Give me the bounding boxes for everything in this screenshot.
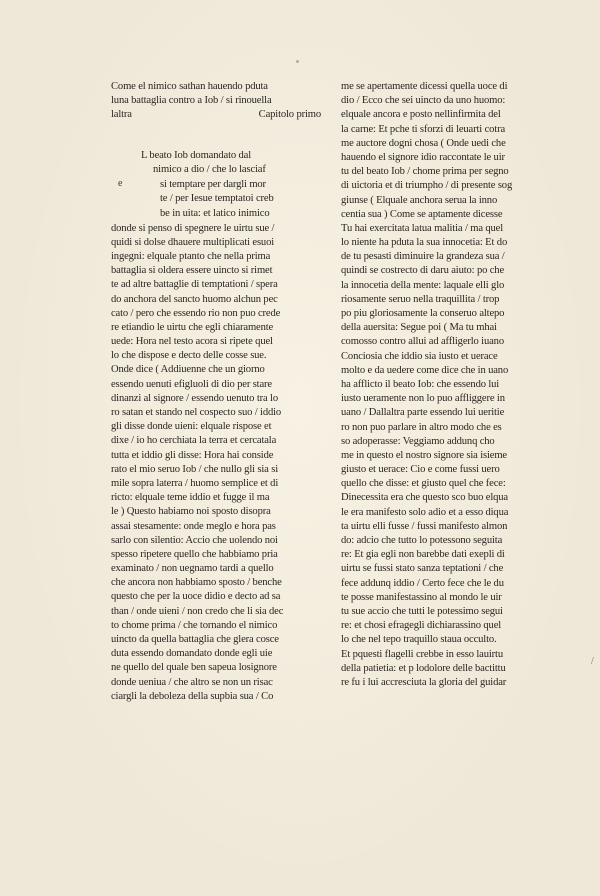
text-line: uede: Hora nel testo acora si ripete quel xyxy=(111,336,273,348)
text-line: hauendo el signore idio raccontate le uir xyxy=(341,151,505,163)
text-line: uano / Dallaltra parte essendo lui ueritie xyxy=(341,407,505,419)
text-line: lo che dispose e decto delle cosse sue. xyxy=(111,350,267,362)
text-line: re etiandio le uirtu che egli chiaramente xyxy=(111,321,274,333)
text-line: te / per Iesue temptatoi creb xyxy=(160,192,274,204)
text-line: cato / pero che essendo rio non puo crede xyxy=(111,307,281,319)
text-line: ta uirtu elli fusse / fussi manifesto almon xyxy=(341,520,508,532)
guide-letter: e xyxy=(118,178,123,189)
text-line: dio / Ecco che sei uincto da uno huomo: xyxy=(341,95,506,107)
text-line: ro non puo parlare in altro modo che es xyxy=(341,421,502,433)
text-line: molto e da uedere come dice che in uano xyxy=(341,364,509,376)
text-line: ciargli la deboleza della supbia sua / Co xyxy=(111,690,274,702)
text-line: iusto ueramente non lo puo affliggere in xyxy=(341,393,505,405)
text-line: elquale ancora e posto nellinfirmita del xyxy=(341,109,501,121)
text-line: than / onde uieni / non credo che li sia dec xyxy=(111,605,284,617)
text-line: uirtu se fussi stato sanza teptationi / che xyxy=(341,563,504,575)
text-line: comosso contro allui ad affligerlo iuano xyxy=(341,336,504,348)
text-line: me auctore dogni chosa ( Onde uedi che xyxy=(341,137,506,149)
text-line: si temptare per dargli mor xyxy=(160,178,266,190)
chapter-heading-line: luna battaglia contro a Iob / si rinouella xyxy=(111,95,272,107)
text-line: do anchora del sancto huomo alchun pec xyxy=(111,293,278,305)
text-line: duta essendo domandato donde egli uie xyxy=(111,648,273,660)
text-line: donde si penso di spegnere le uirtu sue / xyxy=(111,222,275,234)
text-line: so adoperasse: Veggiamo addunq cho xyxy=(341,435,495,447)
text-line: me se apertamente dicessi quella uoce di xyxy=(341,81,508,92)
text-line: giusto et uerace: Cio e come fussi uero xyxy=(341,464,500,476)
left-column xyxy=(111,80,333,704)
text-line: riosamente seruo nella traquillita / trop xyxy=(341,293,500,305)
text-line: lo niente ha pduta la sua innocetia: Et do xyxy=(341,237,508,249)
chapter-heading-line: Come el nimico sathan hauendo pduta xyxy=(111,81,268,92)
text-line: ricto: elquale teme iddio et fugge il ma xyxy=(111,492,270,504)
text-line: della patietia: et p lodolore delle bactittu xyxy=(341,662,506,674)
text-line: re fu i lui accresciuta la gloria del guidar xyxy=(341,676,507,688)
text-line: le ) Questo habiamo noi sposto disopra xyxy=(111,506,271,518)
text-line: Onde dice ( Addiuenne che un giorno xyxy=(111,364,265,376)
text-line: quindi se costrecto di daru aiuto: po che xyxy=(341,265,505,277)
text-line: ro satan et stando nel cospecto suo / iddio xyxy=(111,407,282,418)
text-line: tu del beato Iob / chome prima per segno xyxy=(341,166,509,178)
text-line: spesso ripetere quello che habbiamo pria xyxy=(111,548,278,560)
text-line: tutta et iddio gli disse: Hora hai conside xyxy=(111,449,274,461)
text-line: questo che per la uoce didio e decto ad sa xyxy=(111,591,281,603)
text-line: donde ueniua / che altro se non un risac xyxy=(111,676,273,688)
initial-capital-block xyxy=(111,123,333,222)
text-line: examinato / non uegnamo tardi a quello xyxy=(111,563,274,575)
text-line: re: Et gia egli non barebbe dati exepli di xyxy=(341,549,505,561)
text-line: rato el mio seruo Iob / che nullo gli sia si xyxy=(111,463,278,475)
text-line: te posse manifestassino al mondo le uir xyxy=(341,591,502,603)
text-line: tu sue accio che tutti le potessimo segui xyxy=(341,605,503,617)
text-line: uincto da quella battaglia che glera cosce xyxy=(111,634,279,645)
right-body-text xyxy=(341,80,563,690)
text-line: dixe / io ho cerchiata la terra et cercatala xyxy=(111,435,277,447)
margin-mark: / xyxy=(591,656,594,667)
text-line: nimico a dio / che lo lasciaf xyxy=(153,163,266,175)
text-line: gli disse donde uieni: elquale rispose et xyxy=(111,421,272,433)
text-line: te ad altre battaglie di temptationi / spera xyxy=(111,279,278,291)
binding-hole xyxy=(296,60,299,63)
text-line: battaglia si oldera essere uincto si rimet xyxy=(111,265,273,277)
text-line: fece addunq iddio / Certo fece che le du xyxy=(341,577,504,589)
text-line: sarlo con silentio: Accio che uolendo noi xyxy=(111,534,278,546)
text-line: de tu pesasti diminuire la grandeza sua / xyxy=(341,251,505,263)
left-body-text xyxy=(111,222,333,704)
text-line: le era manifesto solo adio et a esso diqua xyxy=(341,506,509,518)
text-line: la innocetia della mente: laquale elli glo xyxy=(341,279,505,291)
text-line: me in questo el nostro signore sia isieme xyxy=(341,449,507,461)
text-line: be in uita: et latico inimico xyxy=(160,207,270,219)
text-line: Tu hai exercitata latua malitia / ma quel xyxy=(341,222,504,234)
chapter-heading-row xyxy=(111,108,321,122)
text-line: la carne: Et pche ti sforzi di leuarti cotra xyxy=(341,123,505,135)
text-line: re: et chosi efragegli dichiarassino quel xyxy=(341,620,502,632)
chapter-number: Capitolo primo xyxy=(258,109,321,121)
text-line: dinanzi al signore / essendo uenuto tra lo xyxy=(111,392,278,404)
text-line: centia sua ) Come se aptamente dicesse xyxy=(341,208,503,220)
text-line: di uictoria et di triumpho / di presente sog xyxy=(341,180,513,192)
text-line: do: adcio che tutto lo potessono seguita xyxy=(341,535,503,546)
text-line: quello che disse: et giusto quel che fece: xyxy=(341,478,506,490)
text-line: che ancora non habbiamo sposto / benche xyxy=(111,577,282,589)
chapter-heading-line: laltra xyxy=(111,109,132,121)
text-line: mile sopra laterra / huomo semplice et di xyxy=(111,477,279,489)
text-line: L beato Iob domandato dal xyxy=(141,149,251,161)
right-column xyxy=(341,80,563,690)
text-line: quidi si dolse dhauere multiplicati esuoi xyxy=(111,236,275,248)
text-line: ne quello del quale ben sapeua losignore xyxy=(111,662,277,674)
text-line: po piu gloriosamente la conseruo altepo xyxy=(341,308,505,319)
text-line: assai stesamente: onde meglo e hora pas xyxy=(111,520,276,532)
text-line: Et pquesti flagelli crebbe in esso lauirtu xyxy=(341,648,503,660)
text-line: giunse ( Elquale anchora serua la inno xyxy=(341,194,498,206)
text-line: della auersita: Segue poi ( Ma tu mhai xyxy=(341,322,497,334)
text-line: Conciosia che iddio sia iusto et uerace xyxy=(341,350,498,362)
text-line: Dinecessita era che questo sco buo elqua xyxy=(341,492,508,504)
text-line: to chome prima / che tornando el nimico xyxy=(111,619,278,631)
text-line: lo che nel tepo traquillo staua occulto. xyxy=(341,634,497,646)
text-line: ha afflicto il beato Iob: che essendo lui xyxy=(341,378,500,390)
text-line: ingegni: elquale ptanto che nella prima xyxy=(111,250,271,262)
text-line: essendo uenuti efigluoli di dio per stare xyxy=(111,378,272,390)
